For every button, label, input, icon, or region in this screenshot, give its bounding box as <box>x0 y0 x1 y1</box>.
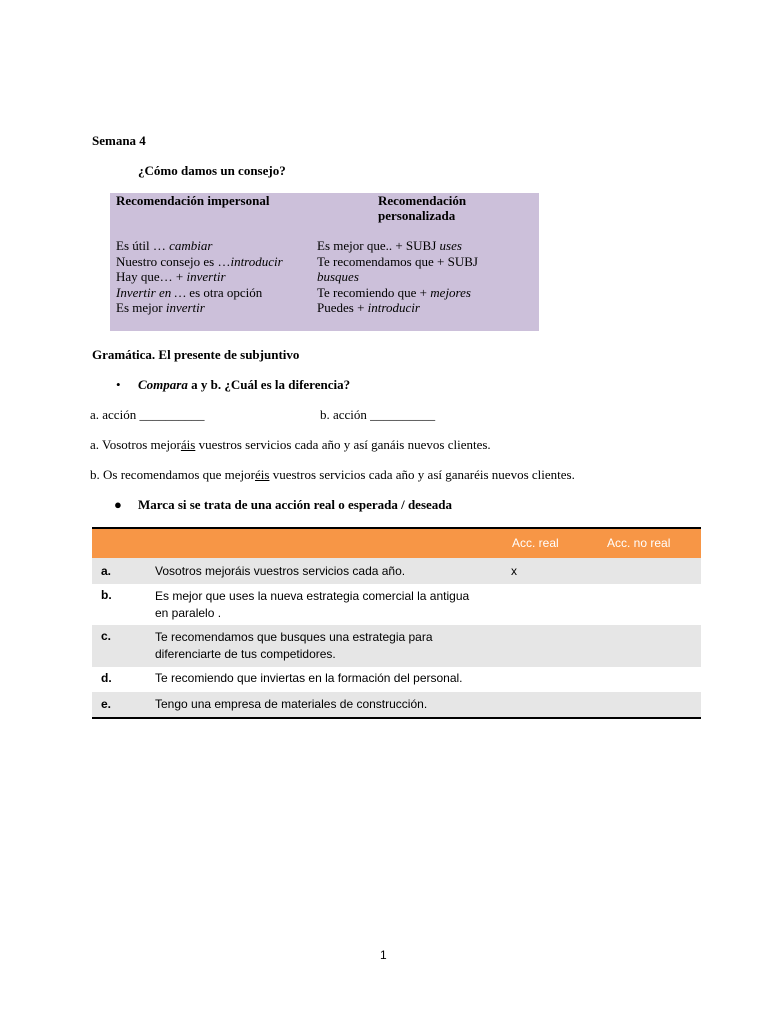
row-mark-real[interactable]: x <box>511 564 517 578</box>
impersonal-item: Hay que… + invertir <box>116 269 226 285</box>
week-title: Semana 4 <box>92 133 146 148</box>
row-sentence: Te recomiendo que inviertas en la formación del personal. <box>155 671 463 685</box>
impersonal-list <box>116 238 283 316</box>
header-acc-real: Acc. real <box>512 536 559 550</box>
personalized-item: Puedes + introducir <box>317 300 420 316</box>
bullet-dot: ● <box>114 497 122 512</box>
impersonal-item: Invertir en … es otra opción <box>116 284 263 300</box>
personalized-header-line1: Recomendación <box>378 193 467 208</box>
sentence-b: b. Os recomendamos que mejoréis vuestros servicios cada año y así ganaréis nuevos clientes. <box>90 467 575 482</box>
impersonal-item: Es útil … cambiar <box>116 238 213 253</box>
personalized-item: Es mejor que.. + SUBJ uses <box>317 238 462 253</box>
row-letter: c. <box>101 629 112 643</box>
impersonal-header: Recomendación impersonal <box>116 193 270 208</box>
bullet-dot: • <box>116 377 121 392</box>
personalized-item: busques <box>317 269 359 285</box>
page-number: 1 <box>380 948 387 962</box>
row-sentence: Tengo una empresa de materiales de construcción. <box>155 697 428 711</box>
row-letter: d. <box>101 671 112 685</box>
impersonal-item: Nuestro consejo es …introducir <box>116 253 283 269</box>
row-sentence: Te recomendamos que busques una estrategia para diferenciarte de tus competidores. <box>155 630 433 661</box>
mark-instruction: Marca si se trata de una acción real o esperada / deseada <box>138 497 453 512</box>
table-bottom-rule <box>92 717 701 719</box>
row-letter: a. <box>101 564 112 578</box>
row-letter: e. <box>101 697 112 711</box>
grammar-title: Gramática. El presente de subjuntivo <box>92 347 300 362</box>
sentence-a: a. Vosotros mejoráis vuestros servicios cada año y así ganáis nuevos clientes. <box>90 437 491 452</box>
personalized-list <box>317 238 478 316</box>
action-b-blank: b. acción __________ <box>320 407 436 422</box>
row-sentence: Vosotros mejoráis vuestros servicios cada año. <box>155 564 406 578</box>
personalized-header-line2: personalizada <box>378 208 456 223</box>
compare-instruction: Compara a y b. ¿Cuál es la diferencia? <box>138 377 351 392</box>
row-sentence: Es mejor que uses la nueva estrategia comercial la antigua en paralelo . <box>155 589 470 620</box>
personalized-item: Te recomendamos que + SUBJ <box>317 253 478 269</box>
header-acc-no-real: Acc. no real <box>607 536 671 550</box>
impersonal-item: Es mejor invertir <box>116 300 205 316</box>
personalized-item: Te recomiendo que + mejores <box>317 284 471 300</box>
row-letter: b. <box>101 588 112 602</box>
action-a-blank: a. acción __________ <box>90 407 205 422</box>
question-heading: ¿Cómo damos un consejo? <box>138 163 286 178</box>
